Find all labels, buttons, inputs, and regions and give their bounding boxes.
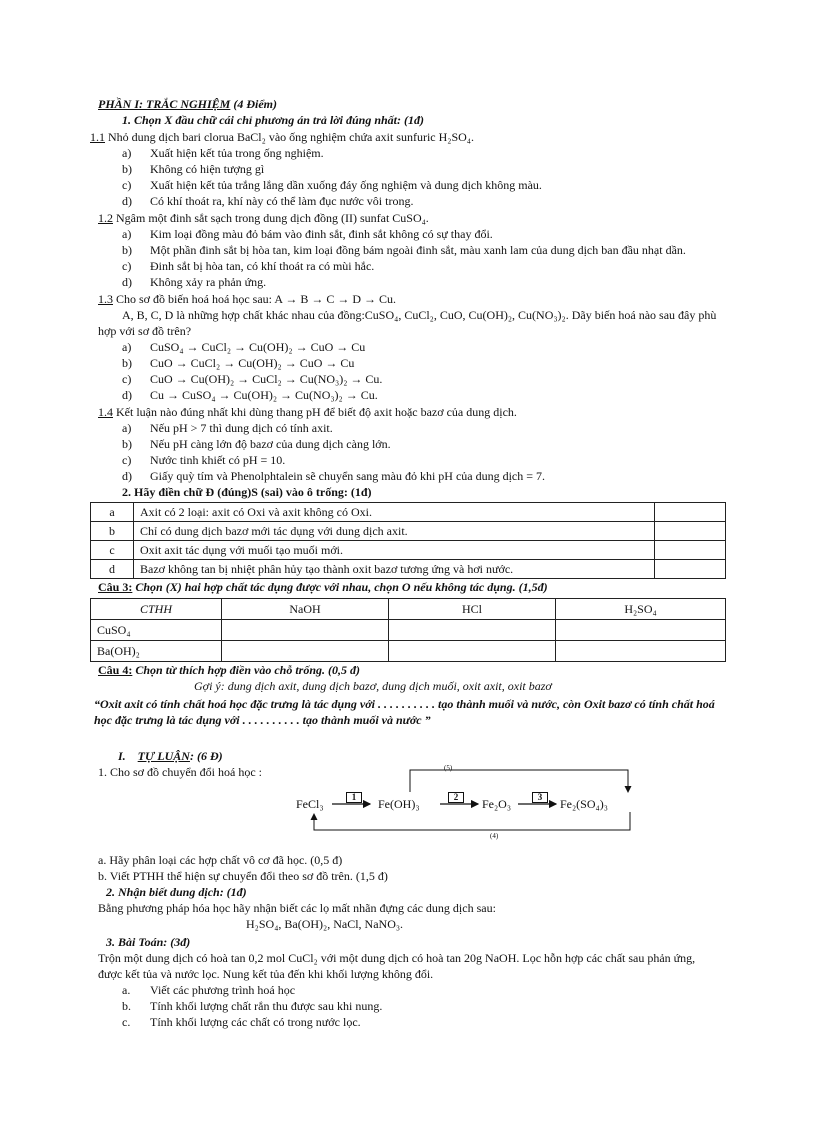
option: b. Tính khối lượng chất rắn thu được sau khi nung. xyxy=(122,999,383,1013)
fill-in-quote: “Oxit axit có tính chất hoá học đặc trưng là tác dụng với . . . . . . . . . . tạo thành muối và nước, còn Oxit bazơ có tính chất hoá học đặc trưng là tác dụng với . . . . . . . . . . tạo thành muối và nước ” xyxy=(94,697,715,727)
option: c) CuO → Cu(OH)₂ → CuCl₂ → Cu(NO₃)₂ → Cu. xyxy=(122,372,383,386)
task1a-text: a. Hãy phân loại các hợp chất vô cơ đã học. (0,5 đ) xyxy=(98,853,343,867)
part1-heading xyxy=(98,96,718,112)
step-label-2: 2 xyxy=(448,792,464,803)
answer-cell[interactable] xyxy=(222,620,389,641)
question-text: Nhỏ dung dịch bari clorua BaCl₂ vào ống nghiệm chứa axit sunfuric H₂SO₄. xyxy=(105,130,474,144)
option: d) Không xảy ra phản ứng. xyxy=(122,275,267,289)
option: c) Nước tinh khiết có pH = 10. xyxy=(122,453,286,467)
question-1-1 xyxy=(90,129,718,145)
step-label-4: (4) xyxy=(490,832,499,840)
answer-cell[interactable] xyxy=(655,541,726,560)
task2-list: H₂SO₄, Ba(OH)₂, NaCl, NaNO₃. xyxy=(246,917,404,931)
options-1-4 xyxy=(122,420,718,484)
option: c) Đinh sắt bị hòa tan, có khí thoát ra có mùi hắc. xyxy=(122,259,375,273)
section1-heading: 1. Chọn X đầu chữ cái chỉ phương án trả lời đúng nhất: (1đ) xyxy=(122,113,424,127)
compound-fecl3: FeCl₃ xyxy=(296,797,324,811)
question-text: Cho sơ đồ biến hoá hoá học sau: A → B → C → D → Cu. xyxy=(113,292,397,306)
exam-page xyxy=(90,96,718,1030)
options-1-3 xyxy=(122,339,718,403)
answer-cell[interactable] xyxy=(655,560,726,579)
question-number: 1.2 xyxy=(98,211,113,225)
section3-heading: Câu 3: Chọn (X) hai hợp chất tác dụng được với nhau, chọn O nếu không tác dụng. (1,5đ) xyxy=(98,580,548,594)
part1-points: (4 Điểm) xyxy=(230,97,278,111)
option: a. Viết các phương trình hoá học xyxy=(122,983,296,997)
option: b) Không có hiện tượng gì xyxy=(122,162,265,176)
hint-text: Gợi ý: dung dịch axit, dung dịch bazơ, dung dịch muối, oxit axit, oxit bazơ xyxy=(194,679,552,693)
task2-text: Bằng phương pháp hóa học hãy nhận biết các lọ mất nhãn đựng các dung dịch sau: xyxy=(98,901,496,915)
option: a) Xuất hiện kết tủa trong ống nghiệm. xyxy=(122,146,324,160)
option: b) Một phần đinh sắt bị hòa tan, kim loại đồng bám ngoài đinh sắt, màu xanh lam của dung dịch ban đầu nhạt dần. xyxy=(122,243,686,257)
option: d) Có khí thoát ra, khí này có thể làm đục nước vôi trong. xyxy=(122,194,414,208)
step-label-3: 3 xyxy=(532,792,548,803)
task2-heading: 2. Nhận biết dung dịch: (1đ) xyxy=(106,885,247,899)
part2-heading: I. TỰ LUẬN: (6 Đ) xyxy=(118,749,223,763)
step-label-5: (5) xyxy=(444,764,453,772)
table-row: c Oxit axit tác dụng với muối tạo muối mới. xyxy=(91,541,726,560)
task1-text: 1. Cho sơ đồ chuyển đổi hoá học : xyxy=(98,765,262,779)
question-1-2 xyxy=(98,210,718,226)
option: c) Xuất hiện kết tủa trắng lắng dần xuống đáy ống nghiệm và dung dịch không màu. xyxy=(122,178,542,192)
table-row: a Axit có 2 loại: axit có Oxi và axit không có Oxi. xyxy=(91,503,726,522)
task3-text: Trộn một dung dịch có hoà tan 0,2 mol CuCl₂ với một dung dịch có hoà tan 20g NaOH. Lọc hỗn hợp các chất sau phản ứng, được kết tủa và nước lọc. Nung kết tủa đến khi khối lượng không đổi. xyxy=(98,951,696,981)
option: d) Giấy quỳ tím và Phenolphtalein sẽ chuyển sang màu đỏ khi pH của dung dịch = 7. xyxy=(122,469,546,483)
question-text: Kết luận nào đúng nhất khi dùng thang pH để biết độ axit hoặc bazơ của dung dịch. xyxy=(113,405,517,419)
table-row: d Bazơ không tan bị nhiệt phân hủy tạo thành oxit bazơ tương ứng và hơi nước. xyxy=(91,560,726,579)
table-row: b Chỉ có dung dịch bazơ mới tác dụng với dung dịch axit. xyxy=(91,522,726,541)
arrow-4 xyxy=(314,812,630,830)
table-row: Ba(OH)₂ xyxy=(91,641,726,662)
task1b-text: b. Viết PTHH thể hiện sự chuyển đổi theo sơ đồ trên. (1,5 đ) xyxy=(98,869,388,883)
answer-cell[interactable] xyxy=(655,522,726,541)
step-label-1: 1 xyxy=(346,792,362,803)
compound-fe2o3: Fe₂O₃ xyxy=(482,797,512,811)
option: c. Tính khối lượng các chất có trong nước lọc. xyxy=(122,1015,361,1029)
options-1-2 xyxy=(122,226,718,290)
question-1-3 xyxy=(98,291,718,307)
question-number: 1.4 xyxy=(98,405,113,419)
answer-cell[interactable] xyxy=(389,620,556,641)
answer-cell[interactable] xyxy=(556,641,726,662)
option: a) Nếu pH > 7 thì dung dịch có tính axit. xyxy=(122,421,333,435)
question-number: 1.1 xyxy=(90,130,105,144)
answer-cell[interactable] xyxy=(222,641,389,662)
question-1-4 xyxy=(98,404,718,420)
options-1-1 xyxy=(122,145,718,209)
answer-cell[interactable] xyxy=(655,503,726,522)
true-false-table xyxy=(90,502,726,579)
option: d) Cu → CuSO₄ → Cu(OH)₂ → Cu(NO₃)₂ → Cu. xyxy=(122,388,378,402)
option: b) CuO → CuCl₂ → Cu(OH)₂ → CuO → Cu xyxy=(122,356,355,370)
option: b) Nếu pH càng lớn độ bazơ của dung dịch càng lớn. xyxy=(122,437,391,451)
question-text: Ngâm một đinh sắt sạch trong dung dịch đồng (II) sunfat CuSO₄. xyxy=(113,211,429,225)
task3-heading: 3. Bài Toán: (3đ) xyxy=(106,935,191,949)
part1-title: PHẦN I: TRẮC NGHIỆM xyxy=(98,97,231,111)
answer-cell[interactable] xyxy=(556,620,726,641)
table-header-row: CTHH NaOH HCl H₂SO₄ xyxy=(91,599,726,620)
reaction-table xyxy=(90,598,726,662)
table-row: CuSO₄ xyxy=(91,620,726,641)
arrow-5 xyxy=(410,770,628,792)
option: a) Kim loại đồng màu đỏ bám vào đinh sắt, đinh sắt không có sự thay đổi. xyxy=(122,227,493,241)
section4-heading: Câu 4: Chọn từ thích hợp điền vào chỗ trống. (0,5 đ) xyxy=(98,663,361,677)
compound-feoh3: Fe(OH)₃ xyxy=(378,797,420,811)
section2-heading: 2. Hãy điền chữ Đ (đúng)S (sai) vào ô trống: (1đ) xyxy=(122,485,372,499)
compound-fe2so43: Fe₂(SO₄)₃ xyxy=(560,797,608,811)
option: a) CuSO₄ → CuCl₂ → Cu(OH)₂ → CuO → Cu xyxy=(122,340,366,354)
question-1-3-detail: A, B, C, D là những hợp chất khác nhau của đồng:CuSO₄, CuCl₂, CuO, Cu(OH)₂, Cu(NO₃)₂. Dãy biến hoá nào sau đây phù hợp với sơ đồ trên? xyxy=(98,308,717,338)
task3-options xyxy=(122,982,718,1030)
question-number: 1.3 xyxy=(98,292,113,306)
answer-cell[interactable] xyxy=(389,641,556,662)
